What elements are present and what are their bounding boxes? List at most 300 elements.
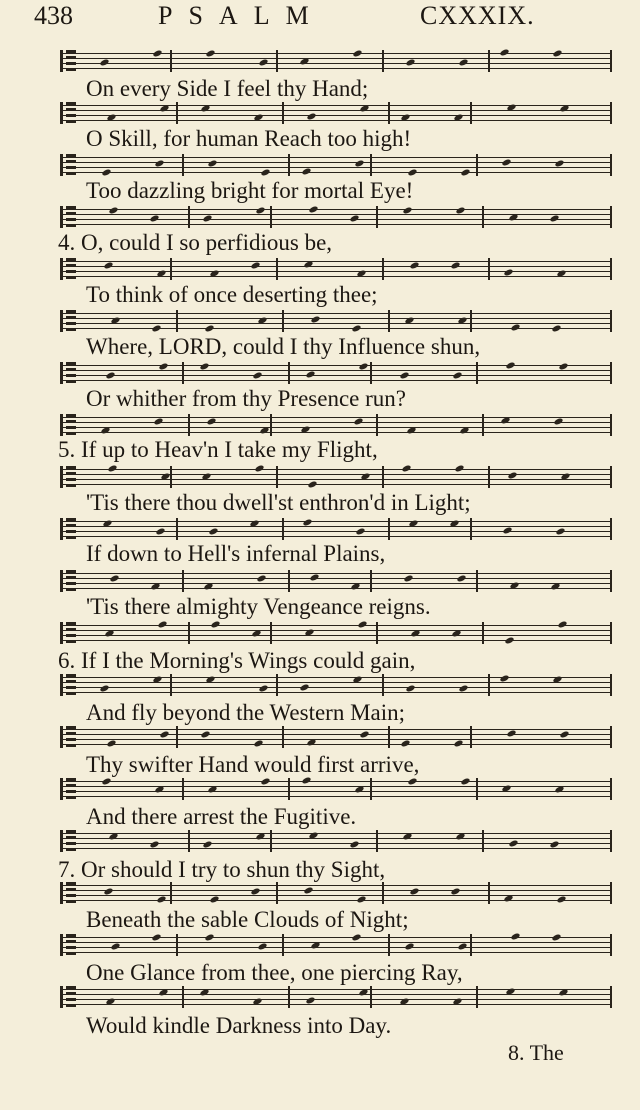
music-staff [60,726,612,748]
music-note [260,777,270,785]
music-note [257,942,267,950]
music-note [110,942,120,950]
bar-line [276,674,278,696]
music-note [204,324,214,332]
music-note [253,739,263,747]
music-note [557,620,567,628]
music-note [457,942,467,950]
bar-line [282,310,284,332]
bar-line [282,726,284,748]
music-note [352,675,362,683]
music-note [356,269,366,277]
music-note [308,205,318,213]
music-note [306,112,316,120]
clef-mark [66,414,76,436]
music-note [350,582,360,590]
music-note [99,684,109,692]
music-note [552,49,562,57]
music-note [204,933,214,941]
music-note [159,730,169,738]
bar-line [176,310,178,332]
music-note [99,58,109,66]
music-note [208,527,218,535]
music-note [409,887,419,895]
bar-line [188,206,190,228]
music-note [354,785,364,793]
music-note [152,675,162,683]
music-note [399,997,409,1005]
music-note [400,739,410,747]
page-title: PSALM [158,1,325,30]
bar-line [382,674,384,696]
music-note [109,574,119,582]
bar-line [476,154,478,176]
music-note [510,932,520,940]
bar-line [188,830,190,852]
music-note [456,574,466,582]
clef-mark [66,518,76,540]
lyric-line: 'Tis there thou dwell'st enthron'd in Light; [86,490,471,515]
music-note [304,628,314,636]
bar-line [382,50,384,72]
bar-line [388,518,390,540]
music-note [559,730,569,738]
music-note [200,104,210,112]
music-note [300,425,310,433]
lyric-line: On every Side I feel thy Hand; [86,76,369,101]
bar-line [182,154,184,176]
music-note [499,48,509,56]
music-note [299,683,309,691]
music-note [104,629,114,637]
music-note [352,49,362,57]
music-note [455,832,465,840]
music-note [207,785,217,793]
music-note [560,472,570,480]
music-note [550,582,560,590]
music-note [451,629,461,637]
clef-mark [66,934,76,956]
lyric-line: Beneath the sable Clouds of Night; [86,907,409,932]
music-note [154,159,164,167]
music-note [257,316,267,324]
bar-line [376,830,378,852]
music-note [401,464,411,472]
music-note [452,371,462,379]
music-note [301,167,311,175]
music-note [402,206,412,214]
music-note [509,581,519,589]
music-note [459,426,469,434]
bar-line [470,518,472,540]
music-note [409,261,419,269]
bar-line [388,726,390,748]
lyric-line: If down to Hell's infernal Plains, [86,541,386,566]
music-note [510,323,520,331]
music-note [110,316,120,324]
bar-line [176,518,178,540]
music-note [108,206,118,214]
music-note [253,113,263,121]
music-note [152,49,162,57]
clef-mark [66,622,76,644]
music-note [453,113,463,121]
clef-mark [66,882,76,904]
lyric-line: Where, LORD, could I thy Influence shun, [86,334,481,359]
bar-line [170,466,172,488]
bar-line [488,466,490,488]
music-note [551,324,561,332]
music-note [499,674,509,682]
bar-line [282,518,284,540]
music-note [454,464,464,472]
music-note [305,370,315,378]
music-note [151,324,161,332]
bar-line [370,778,372,800]
music-note [209,269,219,277]
bar-line [388,102,390,124]
bar-line [170,882,172,904]
music-note [504,636,514,644]
bar-line [282,934,284,956]
music-note [102,519,112,527]
music-note [258,684,268,692]
music-staff [60,778,612,800]
bar-line [282,102,284,124]
music-staff [60,674,612,696]
bar-line [476,986,478,1008]
music-staff [60,310,612,332]
lyric-line: O Skill, for human Reach too high! [86,126,412,151]
music-note [360,472,370,480]
music-note [210,620,220,628]
music-note [405,58,415,66]
music-note [349,840,359,848]
clef-mark [66,778,76,800]
clef-mark [66,570,76,592]
lyric-line: 7. Or should I try to shun thy Sight, [58,857,386,882]
music-note [351,324,361,332]
music-note [452,997,462,1005]
bar-line [476,362,478,384]
bar-line [182,570,184,592]
music-note [254,464,264,472]
bar-line [276,882,278,904]
bar-line [176,726,178,748]
music-note [156,269,166,277]
music-note [259,426,269,434]
music-note [309,573,319,581]
bar-line [288,570,290,592]
music-note [207,159,217,167]
bar-line [470,934,472,956]
clef-mark [66,310,76,332]
music-note [404,942,414,950]
music-note [106,113,116,121]
music-note [554,785,564,793]
music-note [249,519,259,527]
music-staff [60,934,612,956]
music-note [306,738,316,746]
music-staff [60,50,612,72]
lyric-line: One Glance from thee, one piercing Ray, [86,960,463,985]
music-staff [60,102,612,124]
music-note [203,582,213,590]
music-staff [60,466,612,488]
bar-line [288,778,290,800]
music-note [555,527,565,535]
bar-line [370,570,372,592]
music-note [405,684,415,692]
music-note [302,518,312,526]
bar-line [388,934,390,956]
music-note [105,371,115,379]
bar-line [488,674,490,696]
music-note [108,832,118,840]
music-note [503,268,513,276]
music-note [458,684,468,692]
lyric-line: Too dazzling bright for mortal Eye! [86,178,414,203]
bar-line [176,934,178,956]
music-note [507,471,517,479]
music-note [206,417,216,425]
music-note [150,582,160,590]
music-note [359,104,369,112]
bar-line [476,570,478,592]
music-note [199,988,209,996]
music-note [556,895,566,903]
lyric-line: Would kindle Darkness into Day. [86,1013,392,1038]
bar-line [376,622,378,644]
bar-line [482,622,484,644]
lyric-line: 'Tis there almighty Vengeance reigns. [86,594,431,619]
music-note [255,206,265,214]
music-note [157,620,167,628]
music-note [308,831,318,839]
music-note [209,895,219,903]
music-note [100,426,110,434]
music-note [505,987,515,995]
bar-line [482,414,484,436]
bar-line [488,258,490,280]
music-note [356,895,366,903]
music-note [303,260,313,268]
music-staff [60,206,612,228]
music-note [457,316,467,324]
music-note [501,158,511,166]
music-note [399,371,409,379]
music-note [453,739,463,747]
psalm-number: CXXXIX. [420,1,535,30]
clef-mark [66,726,76,748]
bar-line [270,830,272,852]
lyric-line: To think of once deserting thee; [86,282,378,307]
music-note [305,996,315,1004]
bar-line [482,206,484,228]
music-staff [60,518,612,540]
music-note [449,519,459,527]
bar-line [488,50,490,72]
music-note [358,362,368,370]
music-note [407,777,417,785]
bar-line [276,466,278,488]
music-note [408,519,418,527]
music-note [251,629,261,637]
bar-line [370,986,372,1008]
music-note [105,997,115,1005]
bar-line [276,50,278,72]
bar-line [170,258,172,280]
music-note [549,840,559,848]
music-note [455,206,465,214]
bar-line [270,206,272,228]
bar-line [188,414,190,436]
music-note [500,416,510,424]
music-note [407,168,417,176]
music-note [354,159,364,167]
music-note [252,997,262,1005]
bar-line [482,830,484,852]
music-staff [60,362,612,384]
music-note [406,426,416,434]
music-note [553,417,563,425]
clef-mark [66,206,76,228]
bar-line [382,882,384,904]
music-note [101,168,111,176]
music-note [450,887,460,895]
music-note [255,832,265,840]
music-note [359,730,369,738]
music-note [151,933,161,941]
music-note [159,104,169,112]
music-note [199,362,209,370]
music-note [299,57,309,65]
bar-line [182,986,184,1008]
clef-mark [66,258,76,280]
bar-line [288,986,290,1008]
music-note [258,58,268,66]
music-note [205,49,215,57]
music-staff [60,882,612,904]
music-staff [60,570,612,592]
music-note [156,895,166,903]
music-note [551,933,561,941]
bar-line [170,50,172,72]
bar-line [470,726,472,748]
music-note [503,894,513,902]
music-note [508,839,518,847]
music-note [403,574,413,582]
music-note [106,739,116,747]
lyric-line: And fly beyond the Western Main; [86,700,406,725]
music-note [502,526,512,534]
music-note [506,729,516,737]
bar-line [288,362,290,384]
clef-mark [66,362,76,384]
music-staff [60,986,612,1008]
music-note [303,886,313,894]
music-note [353,417,363,425]
lyric-line: 6. If I the Morning's Wings could gain, [58,648,416,673]
music-note [250,261,260,269]
music-note [402,832,412,840]
music-note [556,269,566,277]
lyric-line: 4. O, could I so perfidious be, [58,230,333,255]
bar-line [182,362,184,384]
clef-mark [66,986,76,1008]
music-staff [60,830,612,852]
music-note [357,620,367,628]
bar-line [188,622,190,644]
music-note [554,159,564,167]
music-note [508,213,518,221]
clef-mark [66,102,76,124]
music-note [505,361,515,369]
lyric-line: Thy swifter Hand would first arrive, [86,752,420,777]
music-note [101,777,111,785]
music-note [307,480,317,488]
music-note [549,214,559,222]
music-note [260,168,270,176]
music-note [107,464,117,472]
music-note [558,362,568,370]
bar-line [376,206,378,228]
music-note [552,675,562,683]
bar-line [182,778,184,800]
music-note [154,785,164,793]
bar-line [488,882,490,904]
bar-line [270,622,272,644]
lyric-line: Or whither from thy Presence run? [86,386,406,411]
clef-mark [66,50,76,72]
music-note [404,316,414,324]
bar-line [170,674,172,696]
clef-mark [66,830,76,852]
music-note [158,362,168,370]
music-note [103,887,113,895]
lyric-line: And there arrest the Fugitive. [86,804,357,829]
music-note [310,941,320,949]
music-staff [60,414,612,436]
bar-line [388,310,390,332]
bar-line [276,258,278,280]
page-number: 438 [34,1,73,30]
music-note [202,214,212,222]
music-note [460,168,470,176]
music-note [458,58,468,66]
music-note [310,315,320,323]
clef-mark [66,154,76,176]
music-note [501,784,511,792]
music-note [558,988,568,996]
music-note [149,840,159,848]
music-staff [60,154,612,176]
music-note [559,104,569,112]
music-note [250,887,260,895]
bar-line [376,414,378,436]
music-note [200,730,210,738]
bar-line [288,154,290,176]
music-note [410,629,420,637]
music-note [506,103,516,111]
lyric-line: 5. If up to Heav'n I take my Flight, [58,437,378,462]
music-note [358,988,368,996]
bar-line [370,362,372,384]
bar-line [476,778,478,800]
bar-line [370,154,372,176]
bar-line [470,310,472,332]
music-note [450,261,460,269]
